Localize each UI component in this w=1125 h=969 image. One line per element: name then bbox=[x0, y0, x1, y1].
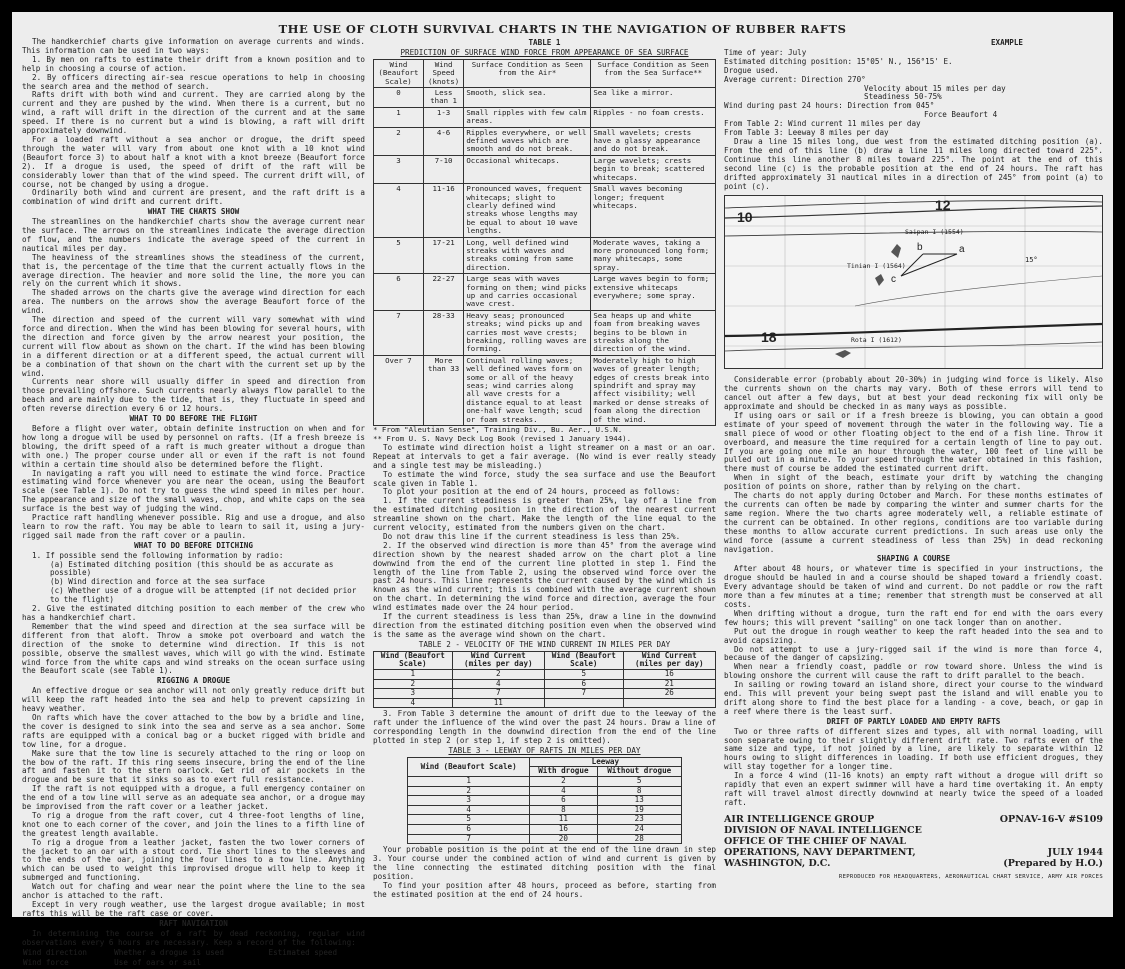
table-cell: 4 bbox=[374, 184, 424, 237]
paragraph: To plot your position at the end of 24 hours, proceed as follows: bbox=[383, 487, 681, 497]
table-cell: 28-33 bbox=[423, 310, 464, 355]
paragraph: In a force 4 wind (11-16 knots) an empty raft without a drogue will drift so rapidly that even an expert swimmer will have a hard time overtaking it. An empty raft will travel almost directly downwind at nearly twice the speed of a loaded raft. bbox=[724, 771, 1103, 807]
table-cell: Ripples everywhere, or well defined waves which are smooth and do not break. bbox=[464, 127, 591, 155]
paragraph: To rig a drogue from a leather jacket, fasten the two lower corners of the jacket to an oar with a stout cord. Tie short lines to the sleeves and to the ends of the oar, joining the four lines to a tow line. Anything which can be used to weight this improvised drogue will help to keep it submerged and functioning. bbox=[22, 837, 365, 883]
table-header: Wind Speed (knots) bbox=[423, 59, 464, 87]
example-line: Steadiness 50-75% bbox=[864, 92, 942, 102]
table-cell: Heavy seas; pronounced streaks; wind picks up and carries most wave crests; breaking, rolling waves are forming. bbox=[464, 310, 591, 355]
table-header: Wind (Beaufort Scale) bbox=[408, 757, 530, 776]
table-cell: 2 bbox=[374, 679, 453, 689]
example-heading: EXAMPLE bbox=[990, 38, 1023, 47]
section-heading: SHAPING A COURSE bbox=[876, 554, 951, 564]
table-cell: 2 bbox=[452, 669, 544, 679]
table-cell: 16 bbox=[530, 824, 598, 834]
paragraph: When near a friendly coast, paddle or row toward shore. Unless the wind is blowing onshore the current will cause the raft to drift parallel to the beach. bbox=[724, 662, 1103, 681]
paragraph: Watch out for chafing and wear near the point where the line to the sea anchor is attached to the raft. bbox=[22, 882, 365, 901]
paragraph: 1. If the current steadiness is greater than 25%, lay off a line from the estimated ditching position in the direction of the nearest current streamline shown on the chart. Make the length of the line equal to the current velocity, estimated from the numbers given on the chart. bbox=[373, 496, 716, 533]
table-cell: 7 bbox=[408, 834, 530, 844]
table-cell: 20 bbox=[530, 834, 598, 844]
table-header: Surface Condition as Seen from the Air* bbox=[464, 59, 591, 87]
table-cell: Moderately high to high waves of greater length; edges of crests break into spindrift and spray may affect visibility; well marked or dense streaks of foam along the direction of the wind. bbox=[591, 355, 716, 425]
paragraph: To estimate the wind force, study the sea surface and use the Beaufort scale given in Table 1. bbox=[373, 469, 716, 488]
table-cell: 22-27 bbox=[423, 274, 464, 311]
paragraph: Rafts drift with both wind and current. They are carried along by the current and they are pushed by the wind. When there is a current, but no wind, a raft will drift in the direction of the current and at the same speed. If there is no current but a wind is blowing, a raft will drift approximately downwind. bbox=[22, 90, 365, 136]
table-cell: Less than 1 bbox=[423, 88, 464, 108]
table-row bbox=[374, 689, 716, 699]
org-line: WASHINGTON, D.C. bbox=[724, 857, 831, 869]
table-cell: 21 bbox=[623, 679, 715, 689]
record-item: Wind force bbox=[23, 958, 69, 968]
section-heading: WHAT THE CHARTS SHOW bbox=[147, 207, 240, 217]
paragraph: In determining the course of a raft by dead reckoning, regular wind observations every 6 hours are necessary. Keep a record of the following: bbox=[22, 928, 365, 947]
table-row bbox=[374, 237, 716, 274]
paragraph: The heaviness of the streamlines shows the steadiness of the current, that is, the percentage of the time that the current actually flows in the average direction. The heavier and more solid the line, the more you can rely on the current which it shows. bbox=[22, 252, 365, 289]
table-cell: 4 bbox=[408, 805, 530, 815]
table-cell: 5 bbox=[597, 777, 681, 787]
paragraph: 2. By officers directing air-sea rescue operations to help in choosing the search area and the method of search. bbox=[22, 72, 365, 91]
table-label: TABLE 1 bbox=[528, 38, 561, 47]
paragraph: Put out the drogue in rough weather to keep the raft headed into the sea and to avoid capsizing. bbox=[724, 626, 1103, 645]
island-saipan bbox=[891, 244, 901, 258]
table-cell: 2 bbox=[408, 786, 530, 796]
island-label: Tinian I (1564) bbox=[847, 262, 906, 271]
table-cell: 26 bbox=[623, 689, 715, 699]
table-cell: 28 bbox=[597, 834, 681, 844]
table-cell: 11 bbox=[530, 815, 598, 825]
table-row bbox=[408, 834, 681, 844]
paragraph: Remember that the wind speed and direction at the sea surface will be different from that aloft. Throw a smoke pot overboard and watch the direction of the smoke to determine wind direction. If this is not possible, observe the smallest waves, which will go with the wind. Estimate wind force from the white caps and wind streaks on the ocean surface using the Beaufort scale (see Table 1). bbox=[22, 621, 365, 676]
table-cell: Sea heaps up and white foam from breaking waves begins to be blown in streaks along the direction of the wind. bbox=[591, 310, 716, 355]
table-cell: Pronounced waves, frequent whitecaps; slight to clearly defined wind streaks whose lengths may be equal to about 10 wave lengths. bbox=[464, 184, 591, 237]
table-row bbox=[374, 155, 716, 183]
paragraph: The handkerchief charts give information on average currents and winds. This information can be used in two ways: bbox=[22, 37, 365, 55]
paragraph: Ordinarily both wind and current are present, and the raft drift is a combination of wind drift and current drift. bbox=[22, 188, 365, 207]
table-cell: More than 33 bbox=[423, 355, 464, 425]
table-cell: 1 bbox=[374, 107, 424, 127]
table-cell: 24 bbox=[597, 824, 681, 834]
table-cell: 2 bbox=[374, 127, 424, 155]
table-row bbox=[374, 698, 716, 708]
leeway-table bbox=[407, 757, 681, 844]
paragraph: For a loaded raft without a sea anchor or drogue, the drift speed through the water will vary from about one knot with a 10 knot wind (Beaufort force 3) to about half a knot with a knot breeze (Beaufort force 2). If a drogue is used, the speed of drift of the raft will be considerably lower than that of the wind speed. The current drift will, of course, not be changed by using a drogue. bbox=[22, 134, 365, 189]
table-cell: 0 bbox=[374, 88, 424, 108]
table-caption: TABLE 2 - VELOCITY OF THE WIND CURRENT IN MILES PER DAY bbox=[418, 639, 671, 649]
drift-plot-lines bbox=[901, 254, 957, 276]
org-line: OFFICE OF THE CHIEF OF NAVAL bbox=[724, 835, 906, 847]
table-cell: 4 bbox=[452, 679, 544, 689]
table-row bbox=[374, 88, 716, 108]
section-heading: WHAT TO DO BEFORE THE FLIGHT bbox=[129, 414, 258, 424]
table-cell: Continual rolling waves; well defined waves form on some or all of the heavy seas; wind carries along all wave crests for a distance equal to at least one-half wave length; scud or foam streaks. bbox=[464, 355, 591, 425]
example-line: Average current: Direction 270° bbox=[724, 74, 866, 84]
table-cell: Occasional whitecaps. bbox=[464, 155, 591, 183]
table-cell: 5 bbox=[544, 669, 623, 679]
paragraph: After about 48 hours, or whatever time is specified in your instructions, the drogue should be hauled in and a course should be shaped toward a friendly coast. Every advantage should be taken of wind and current. Do not paddle or row the raft more than a few minutes at a time; remember that strength must be conserved at all costs. bbox=[724, 564, 1103, 609]
table-cell: 17-21 bbox=[423, 237, 464, 274]
org-line: OPERATIONS, NAVY DEPARTMENT, bbox=[724, 846, 916, 858]
table-caption: TABLE 3 - LEEWAY OF RAFTS IN MILES PER DAY bbox=[448, 745, 641, 755]
table-cell: Smooth, slick sea. bbox=[464, 88, 591, 108]
table-cell: Large waves begin to form; extensive whitecaps everywhere; some spray. bbox=[591, 274, 716, 311]
example-line: From Table 3: Leeway 8 miles per day bbox=[724, 128, 889, 138]
table-cell: Over 7 bbox=[374, 355, 424, 425]
paragraph: When in sight of the beach, estimate your drift by watching the changing position of points on shore, rather than by relying on the chart. bbox=[724, 473, 1103, 492]
plot-point-label: b bbox=[917, 242, 923, 254]
table-cell: 4 bbox=[374, 698, 453, 708]
example-line: Estimated ditching position: 15°05' N., 156°15' E. bbox=[724, 56, 953, 66]
table-cell: 8 bbox=[597, 786, 681, 796]
table-cell: 2 bbox=[530, 777, 598, 787]
paragraph: Currents near shore will usually differ in speed and direction from those prevailing offshore. Such currents nearly always flow parallel to the beach and are mainly due to the tide, that is, they fluctuate in speed and often reverse direction every 6 or 12 hours. bbox=[22, 377, 365, 414]
paragraph: An effective drogue or sea anchor will not only greatly reduce drift but will keep the raft headed into the sea and help to prevent capsizing in heavy weather. bbox=[22, 686, 365, 714]
table-header: Wind Current (miles per day) bbox=[452, 651, 544, 669]
paragraph: 2. Give the estimated ditching position to each member of the crew who has a handkerchief chart. bbox=[22, 604, 365, 622]
table-cell: Small ripples with few calm areas. bbox=[464, 107, 591, 127]
table-cell: 4 bbox=[530, 786, 598, 796]
table-cell: 7-10 bbox=[423, 155, 464, 183]
record-item: Use of oars or sail bbox=[114, 958, 202, 968]
table-cell: 5 bbox=[374, 237, 424, 274]
document-sheet bbox=[12, 12, 1113, 968]
table-header: With drogue bbox=[530, 767, 598, 777]
paragraph: The shaded arrows on the charts give the average wind direction for each area. The numbers on the arrows show the average Beaufort force of the wind. bbox=[22, 288, 365, 316]
lat-label: 10 bbox=[737, 209, 753, 226]
example-line: Wind during past 24 hours: Direction from 045° bbox=[724, 101, 935, 111]
island-tinian bbox=[875, 274, 884, 286]
paragraph: In navigating a raft you will need to estimate the wind force. Practice estimating wind force whenever you are near the ocean, using the Beaufort scale (see Table 1). Do not try to guess the wind speed in miles per hour. The appearance and size of the small waves, chop, and white caps on the sea surface is the best way of judging the wind. bbox=[22, 468, 365, 514]
example-line: From Table 2: Wind current 11 miles per day bbox=[724, 119, 921, 129]
lat-label: 18 bbox=[761, 329, 777, 346]
table-cell: Sea like a mirror. bbox=[591, 88, 716, 108]
table-cell: 5 bbox=[408, 815, 530, 825]
paragraph: When drifting without a drogue, turn the raft end for end with the oars every few hours; this will prevent "sailing" on one tack longer than on another. bbox=[724, 608, 1103, 627]
paragraph: If the raft is not equipped with a drogue, a full emergency container on the end of a tow line will serve as an adequate sea anchor, or a drogue may be improvised from the raft cover or a leather jacket. bbox=[22, 784, 365, 812]
example-line: Force Beaufort 4 bbox=[924, 110, 998, 120]
table-cell: Long, well defined wind streaks with waves and streaks coming from same direction. bbox=[464, 237, 591, 274]
paragraph: Do not attempt to use a jury-rigged sail if the wind is more than force 4, because of the danger of capsizing. bbox=[724, 644, 1103, 663]
table-header: Leeway bbox=[530, 757, 682, 767]
record-item: Wind direction bbox=[23, 947, 88, 957]
table-cell: 23 bbox=[597, 815, 681, 825]
table-header: Surface Condition as Seen from the Sea Surface** bbox=[591, 59, 716, 87]
column-right bbox=[724, 38, 1103, 898]
paragraph: Practice raft handling whenever possible. Rig and use a drogue, and also learn to row the raft. You may be able to learn to sail it, using a jury-rigged sail made from the raft cover or a paulin. bbox=[22, 513, 365, 540]
table-cell: 6 bbox=[530, 796, 598, 806]
lon-label: 15° bbox=[1025, 256, 1038, 265]
table-row bbox=[408, 824, 681, 834]
signature-block bbox=[724, 814, 1103, 869]
paragraph: To find your position after 48 hours, proceed as before, starting from the estimated position at the end of 24 hours. bbox=[373, 880, 716, 899]
table-row bbox=[374, 274, 716, 311]
section-heading: DRIFT OF PARTLY LOADED AND EMPTY RAFTS bbox=[826, 716, 1001, 726]
paragraph: To rig a drogue from the raft cover, cut 4 three-foot lengths of line, knot one to each corner of the cover, and join the lines to a fifth line of the greatest length available. bbox=[22, 810, 365, 838]
paragraph: Draw a line 15 miles long, due west from the estimated ditching position (a). From the end of this line (b) draw a line 11 miles long directed toward 225°. Continue this line another 8 miles toward 225°. The point at the end of this second line (c) is the probable position at the end of 24 hours. The raft has drifted approximately 31 nautical miles in a direction of 245° from point (a) to point (c). bbox=[724, 136, 1103, 191]
prepared-by: (Prepared by H.O.) bbox=[1003, 857, 1103, 869]
paragraph: 1. By men on rafts to estimate their drift from a known position and to help in choosing a course of action. bbox=[22, 54, 365, 73]
table-cell: 6 bbox=[374, 274, 424, 311]
paragraph: 2. If the observed wind direction is more than 45° from the average wind direction shown by the nearest shaded arrow on the chart plot a line downwind from the end of the current line plotted in step 1. Find the length of the line from Table 2, using the observed wind force over the past 24 hours. This line represents the current caused by the wind which is known as the wind current; this is combined with the average current shown on the chart. In determining the wind force and direction, average the four wind estimates made over the 24 hour period. bbox=[373, 540, 716, 613]
table-row bbox=[374, 107, 716, 127]
paragraph: If using oars or sail or if a fresh breeze is blowing, you can obtain a good estimate of your speed of movement through the water in the following way. Tie a small piece of wood or other floating object to the end of a fish line. Throw it overboard, and measure the time required for a certain length of line to pay out. If you are going one mile an hour through the water, 100 feet of line will be pulled out in a minute. To your speed through the water obtained in this fashion, there must of course be added the estimated current drift. bbox=[724, 410, 1103, 474]
list-item: (a) Estimated ditching position (this should be as accurate as possible) bbox=[50, 559, 334, 578]
wind-force-table bbox=[373, 59, 716, 426]
table-row bbox=[374, 669, 716, 679]
table-cell bbox=[623, 698, 715, 708]
table-cell: 1-3 bbox=[423, 107, 464, 127]
table-cell: 16 bbox=[623, 669, 715, 679]
table-note: ** From U. S. Navy Deck Log Book (revised 1 January 1944). bbox=[373, 433, 632, 443]
island-label: Rota I (1612) bbox=[851, 336, 902, 345]
record-item: Whether a drogue is used bbox=[114, 947, 224, 957]
paragraph: In sailing or rowing toward an island shore, direct your course to the windward end. This will prevent your being swept past the island and will enable you to drift along shore to find the best place for a landing - a cove, beach, or gap in a reef where there is the least surf. bbox=[724, 680, 1103, 716]
record-item: Estimated speed bbox=[268, 947, 338, 957]
table-cell: 7 bbox=[374, 310, 424, 355]
document-date: JULY 1944 bbox=[1047, 846, 1103, 858]
example-line: Time of year: July bbox=[724, 47, 807, 57]
table-cell: Small wavelets; crests have a glassy appearance and do not break. bbox=[591, 127, 716, 155]
section-heading: RIGGING A DROGUE bbox=[156, 676, 231, 686]
table-row bbox=[374, 355, 716, 425]
list-item: (b) Wind direction and force at the sea surface bbox=[50, 577, 265, 587]
paragraph: The streamlines on the handkerchief charts show the average current near the surface. The arrows on the streamlines indicate the average direction of flow, and the numbers indicate the average speed of the current in nautical miles per day. bbox=[22, 217, 365, 253]
example-plot-map bbox=[724, 195, 1103, 369]
table-row bbox=[374, 310, 716, 355]
paragraph: To estimate wind direction hoist a light streamer on a mast or an oar. Repeat at intervals to get a fair average. (No wind is ever really steady and a single test may be misleading.) bbox=[373, 442, 716, 470]
section-heading: WHAT TO DO BEFORE DITCHING bbox=[134, 540, 253, 550]
table-cell: 7 bbox=[452, 689, 544, 699]
plot-point-label: a bbox=[959, 244, 965, 256]
paragraph: If the current steadiness is less than 25%, draw a line in the downwind direction from the estimated ditching position even when the observed wind is the same as the average wind shown on the chart. bbox=[373, 612, 716, 639]
table-cell: 13 bbox=[597, 796, 681, 806]
table-cell: Large seas with waves forming on them; wind picks up and carries occasional wave crest. bbox=[464, 274, 591, 311]
org-line: DIVISION OF NAVAL INTELLIGENCE bbox=[724, 824, 922, 836]
table-cell: 6 bbox=[544, 679, 623, 689]
table-note: * From "Aleutian Sense", Training Div., Bu. Aer., U.S.N. bbox=[373, 425, 623, 435]
table-header: Wind (Beaufort Scale) bbox=[374, 651, 453, 669]
table-cell: Moderate waves, taking a more pronounced long form; many whitecaps, some spray. bbox=[591, 237, 716, 274]
column-left bbox=[22, 37, 365, 968]
table-cell: 1 bbox=[408, 777, 530, 787]
document-title: THE USE OF CLOTH SURVIVAL CHARTS IN THE NAVIGATION OF RUBBER RAFTS bbox=[278, 22, 847, 36]
lat-label: 12 bbox=[935, 197, 951, 214]
table-caption: PREDICTION OF SURFACE WIND FORCE FROM APPEARANCE OF SEA SURFACE bbox=[400, 47, 689, 57]
table-header: Wind (Beaufort Scale) bbox=[544, 651, 623, 669]
table-header: Wind (Beaufort Scale) bbox=[374, 59, 424, 87]
table-cell: Small waves becoming longer; frequent whitecaps. bbox=[591, 184, 716, 237]
table-cell bbox=[544, 698, 623, 708]
table-cell: Ripples - no foam crests. bbox=[591, 107, 716, 127]
wind-current-table bbox=[373, 651, 716, 709]
table-row bbox=[374, 184, 716, 237]
record-item bbox=[268, 958, 366, 969]
paragraph: On rafts which have the cover attached to the bow by a bridle and line, the cover is designed to sink into the sea and serve as a sea anchor. Some rafts are equipped with a conical bag or a bucket rigged with bridle and tow line, for a drogue. bbox=[22, 712, 365, 749]
table-cell: 3 bbox=[374, 155, 424, 183]
table-cell: 3 bbox=[374, 689, 453, 699]
table-row bbox=[374, 127, 716, 155]
table-cell: 8 bbox=[530, 805, 598, 815]
plot-point-label: c bbox=[891, 274, 896, 286]
table-cell: 3 bbox=[408, 796, 530, 806]
paragraph: Considerable error (probably about 20-30%) in judging wind force is likely. Also the currents shown on the charts may vary. Both of these errors will tend to cancel out after a few days, but at best your dead reckoning fix will only be approximate and should be checked in as many ways as possible. bbox=[724, 375, 1103, 412]
table-cell: 19 bbox=[597, 805, 681, 815]
table-cell: 1 bbox=[374, 669, 453, 679]
org-line: AIR INTELLIGENCE GROUP bbox=[724, 813, 875, 825]
island-rota bbox=[835, 350, 851, 358]
table-row bbox=[408, 796, 681, 806]
paragraph: The direction and speed of the current will vary somewhat with wind force and direction. When the wind has been blowing for several hours, with the direction and force given by the arrow nearest your position, the current will flow about as shown on the chart. If the wind has been blowing in a different direction or at a different speed, the actual current will be a combination of that shown on the chart with the current set up by the wind. bbox=[22, 315, 365, 378]
table-cell: 11 bbox=[452, 698, 544, 708]
paragraph: Two or three rafts of different sizes and types, all with normal loading, will soon separate owing to their slightly different drift rate. Two rafts even of the same size and type, if not joined by a line, are likely to separate within 12 hours owing to slight differences in loading. If both use efficient drogues, they will stay together for a longer time. bbox=[724, 726, 1103, 772]
paragraph: Your probable position is the point at the end of the line drawn in step 3. Your course under the combined action of wind and current is given by the line connecting the estimated ditching position with the final position. bbox=[373, 845, 716, 881]
table-cell: 4-6 bbox=[423, 127, 464, 155]
table-cell: 11-16 bbox=[423, 184, 464, 237]
paragraph: The charts do not apply during October and March. For these months estimates of the currents can often be made by comparing the winter and summer charts for the same region. Where the two charts agree moderately well, a reliable estimate of the current can be obtained. In other regions, conditions are too variable during these months to allow accurate current predictions. In such areas use only the wind force (assume a current steadiness of less than 25%) in dead reckoning navigation. bbox=[724, 491, 1103, 554]
paragraph: Before a flight over water, obtain definite instruction on when and for how long a drogue will be used by personnel on rafts. (If a fresh breeze is blowing, the drift speed of a raft is much greater without a drogue than with one.) The proper course under all or even if the raft is not found within a certain time should also be determined before the flight. bbox=[22, 423, 365, 469]
example-line: Velocity about 15 miles per day bbox=[864, 83, 1006, 93]
table-header: Without drogue bbox=[597, 767, 681, 777]
island-label: Saipan I (1554) bbox=[905, 228, 964, 237]
section-heading: RAFT NAVIGATION bbox=[159, 918, 228, 928]
example-line: Drogue used. bbox=[724, 65, 779, 75]
document-code: OPNAV-16-V #S109 bbox=[999, 813, 1103, 825]
paragraph: Make sure that the tow line is securely attached to the ring or loop on the bow of the raft. If this ring seems insecure, bring the end of the line aft and fasten it to the stern oarlock. Get rid of air pockets in the drogue and be sure that it sinks so as to exert full resistance. bbox=[22, 748, 365, 785]
paragraph: 1. If possible send the following information by radio: bbox=[32, 550, 284, 560]
table-cell: Large wavelets; crests begin to break; scattered whitecaps. bbox=[591, 155, 716, 183]
table-cell: 7 bbox=[544, 689, 623, 699]
table-cell: 6 bbox=[408, 824, 530, 834]
column-middle bbox=[373, 38, 716, 898]
record-list bbox=[22, 948, 365, 969]
paragraph: Do not draw this line if the current steadiness is less than 25%. bbox=[383, 531, 681, 541]
paragraph: 3. From Table 3 determine the amount of drift due to the leeway of the raft under the influence of the wind over the past 24 hours. Draw a line of corresponding length in the downwind direction from the end of the line plotted in step 2 (or step 1, if step 2 is omitted). bbox=[373, 709, 716, 745]
table-row bbox=[408, 777, 681, 787]
table-header: Wind Current (miles per day) bbox=[623, 651, 715, 669]
list-item: (c) Whether use of a drogue will be attempted (if not decided prior to the flight) bbox=[50, 586, 357, 605]
reproduction-note: REPRODUCED FOR HEADQUARTERS, AERONAUTICAL CHART SERVICE, ARMY AIR FORCES bbox=[838, 873, 1103, 880]
paragraph: Except in very rough weather, use the largest drogue available; in most rafts this will be the raft case or cover. bbox=[22, 900, 365, 918]
